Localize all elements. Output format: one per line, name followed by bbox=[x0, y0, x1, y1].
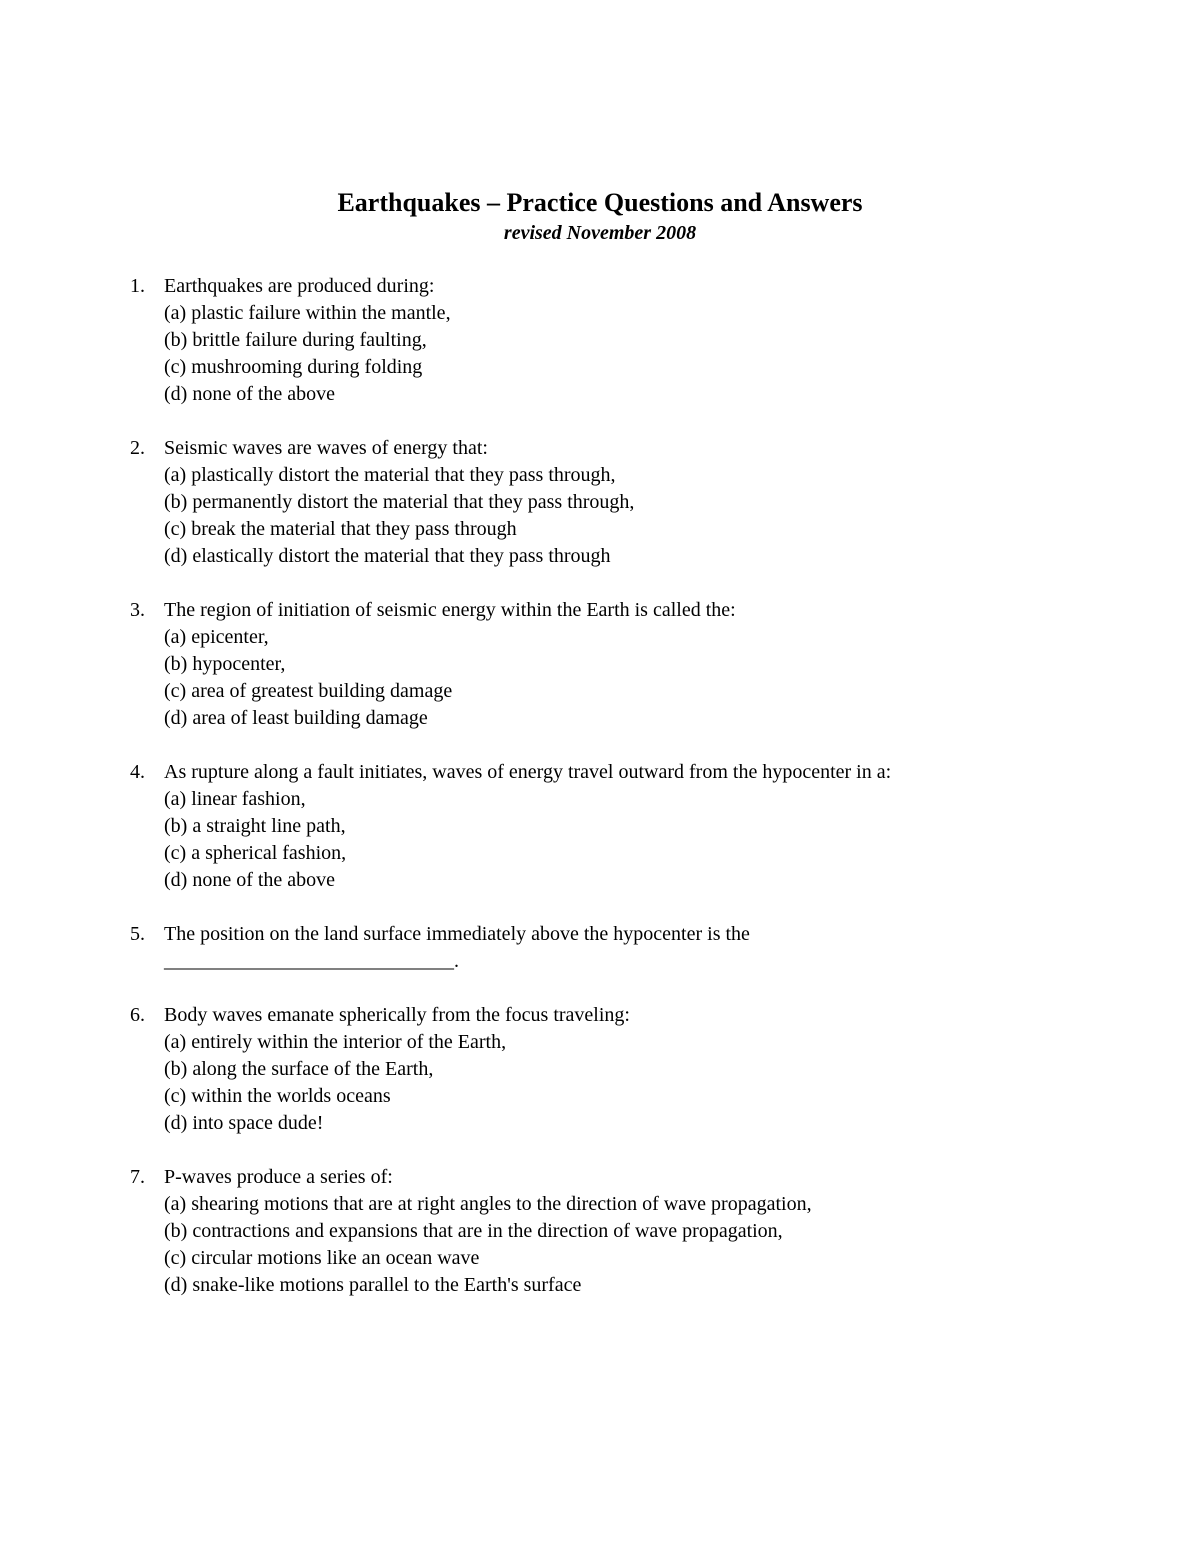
option-a: (a) linear fashion, bbox=[164, 788, 306, 810]
option-b: (b) hypocenter, bbox=[164, 653, 286, 675]
option-b: (b) along the surface of the Earth, bbox=[164, 1058, 434, 1080]
question-number: 3. bbox=[130, 599, 145, 621]
option-d: (d) none of the above bbox=[164, 869, 336, 891]
option-list bbox=[164, 462, 1200, 570]
question-1 bbox=[0, 273, 1200, 408]
question-7 bbox=[0, 1164, 1200, 1299]
option-b: (b) permanently distort the material that they pass through, bbox=[164, 491, 635, 513]
option-list bbox=[164, 786, 1200, 894]
option-d: (d) area of least building damage bbox=[164, 707, 428, 729]
option-list bbox=[164, 624, 1200, 732]
question-4 bbox=[0, 759, 1200, 894]
option-c: (c) a spherical fashion, bbox=[164, 842, 347, 864]
question-list bbox=[0, 273, 1200, 1326]
question-number: 7. bbox=[130, 1166, 145, 1188]
option-list bbox=[164, 300, 1200, 408]
option-a: (a) plastically distort the material that they pass through, bbox=[164, 464, 616, 486]
answer-blank: _____________________________. bbox=[164, 950, 459, 972]
document-title: Earthquakes – Practice Questions and Answers bbox=[337, 188, 863, 217]
question-text: Earthquakes are produced during: bbox=[164, 275, 435, 297]
option-list bbox=[164, 1191, 1200, 1299]
option-c: (c) within the worlds oceans bbox=[164, 1085, 391, 1107]
option-d: (d) snake-like motions parallel to the Earth's surface bbox=[164, 1274, 582, 1296]
option-list bbox=[164, 1029, 1200, 1137]
question-number: 1. bbox=[130, 275, 145, 297]
option-b: (b) a straight line path, bbox=[164, 815, 346, 837]
question-number: 6. bbox=[130, 1004, 145, 1026]
question-text: The region of initiation of seismic energy within the Earth is called the: bbox=[164, 599, 736, 621]
option-c: (c) mushrooming during folding bbox=[164, 356, 423, 378]
option-d: (d) none of the above bbox=[164, 383, 336, 405]
question-5 bbox=[0, 921, 1200, 975]
question-text: Body waves emanate spherically from the focus traveling: bbox=[164, 1004, 630, 1026]
document-subtitle: revised November 2008 bbox=[503, 222, 697, 244]
option-a: (a) entirely within the interior of the Earth, bbox=[164, 1031, 507, 1053]
question-3 bbox=[0, 597, 1200, 732]
question-text: P-waves produce a series of: bbox=[164, 1166, 393, 1188]
question-number: 4. bbox=[130, 761, 145, 783]
question-text: Seismic waves are waves of energy that: bbox=[164, 437, 488, 459]
option-d: (d) elastically distort the material that they pass through bbox=[164, 545, 611, 567]
option-a: (a) shearing motions that are at right angles to the direction of wave propagation, bbox=[164, 1193, 812, 1215]
question-number: 5. bbox=[130, 923, 145, 945]
question-text: As rupture along a fault initiates, waves of energy travel outward from the hypocenter in a: bbox=[164, 761, 892, 783]
option-a: (a) epicenter, bbox=[164, 626, 269, 648]
option-d: (d) into space dude! bbox=[164, 1112, 324, 1134]
option-b: (b) contractions and expansions that are in the direction of wave propagation, bbox=[164, 1220, 783, 1242]
option-b: (b) brittle failure during faulting, bbox=[164, 329, 427, 351]
option-c: (c) area of greatest building damage bbox=[164, 680, 453, 702]
question-6 bbox=[0, 1002, 1200, 1137]
question-2 bbox=[0, 435, 1200, 570]
option-c: (c) circular motions like an ocean wave bbox=[164, 1247, 480, 1269]
option-a: (a) plastic failure within the mantle, bbox=[164, 302, 451, 324]
question-text: The position on the land surface immediately above the hypocenter is the bbox=[164, 923, 750, 945]
option-c: (c) break the material that they pass through bbox=[164, 518, 517, 540]
question-number: 2. bbox=[130, 437, 145, 459]
